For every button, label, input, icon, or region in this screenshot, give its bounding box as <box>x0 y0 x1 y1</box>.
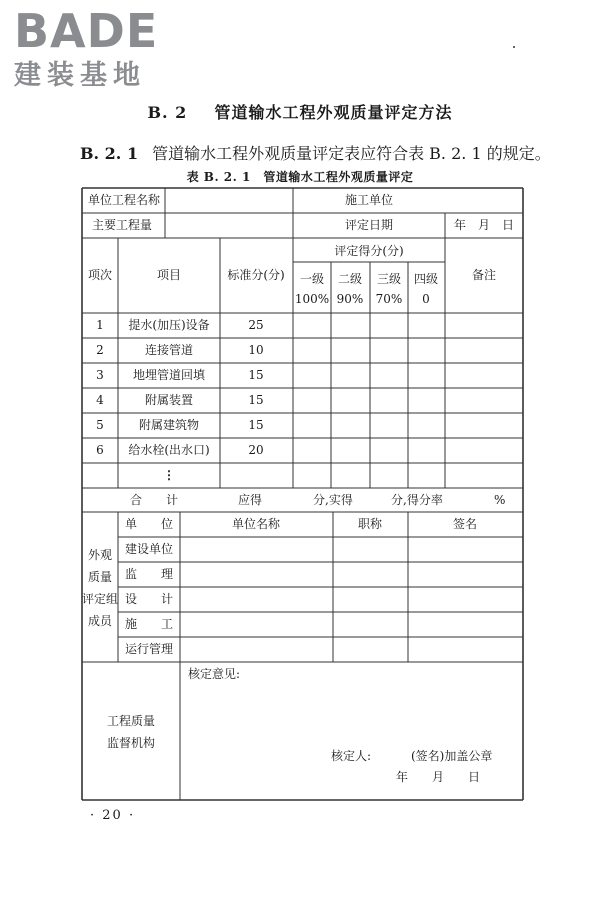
row-3-no: 3 <box>96 368 104 382</box>
approver-label: 核定人: <box>331 749 372 763</box>
grade-4-name: 四级 <box>413 272 439 286</box>
row-3-score: 15 <box>248 368 264 382</box>
grade-4-pct: 0 <box>422 292 430 306</box>
opinion-label: 核定意见: <box>188 667 241 681</box>
label-contractor: 施工单位 <box>344 193 394 207</box>
row-6-no: 6 <box>96 443 104 457</box>
row-ellipsis: ⋮ <box>163 468 175 482</box>
row-5-no: 5 <box>96 418 104 432</box>
grade-1-name: 一级 <box>299 272 325 286</box>
total-rate: 分,得分率 <box>391 493 443 507</box>
col-title: 职称 <box>357 517 383 531</box>
logo-subtitle: 建装基地 <box>14 60 146 91</box>
header-item-no: 项次 <box>87 268 113 282</box>
row-4-score: 15 <box>248 393 264 407</box>
supervision-label-1: 工程质量 <box>106 714 156 728</box>
unit-operation: 运行管理 <box>125 642 174 656</box>
committee-label-1: 外观 <box>87 548 113 562</box>
logo-word: BADE <box>14 4 159 58</box>
committee-label-3: 评定组 <box>81 592 119 606</box>
row-4-no: 4 <box>96 393 104 407</box>
table-caption: 表 B. 2. 1 管道输水工程外观质量评定 <box>186 170 414 184</box>
row-2-item: 连接管道 <box>144 343 194 357</box>
clause <box>80 141 551 164</box>
grade-2-name: 二级 <box>337 272 363 286</box>
col-signature: 签名 <box>452 517 478 531</box>
row-3-item: 地埋管道回填 <box>132 368 206 382</box>
approval-date: 年 月 日 <box>396 770 481 784</box>
total-label: 合 计 <box>130 493 179 507</box>
committee-label-4: 成员 <box>87 614 113 628</box>
eval-date-value: 年 月 日 <box>453 218 515 232</box>
row-6-item: 给水栓(出水口) <box>128 443 210 457</box>
row-2-no: 2 <box>96 343 104 357</box>
section-title <box>0 100 600 123</box>
row-6-score: 20 <box>248 443 264 457</box>
unit-construction-owner: 建设单位 <box>125 542 174 556</box>
col-unit-name: 单位名称 <box>231 517 281 531</box>
label-project-name: 单位工程名称 <box>88 193 161 207</box>
committee-label-2: 质量 <box>87 570 113 584</box>
header-eval-score: 评定得分(分) <box>334 244 404 258</box>
unit-supervision: 监 理 <box>125 567 174 581</box>
logo <box>14 6 174 92</box>
col-unit: 单 位 <box>125 517 174 531</box>
header-remarks: 备注 <box>471 268 497 282</box>
supervision-label-2: 监督机构 <box>106 736 156 750</box>
grade-3-pct: 70% <box>375 292 403 306</box>
row-2-score: 10 <box>248 343 264 357</box>
row-4-item: 附属装置 <box>144 393 194 407</box>
seal-note: (签名)加盖公章 <box>411 749 493 763</box>
row-1-no: 1 <box>96 318 104 332</box>
total-pct: % <box>494 493 506 507</box>
section-title-text: 管道输水工程外观质量评定方法 <box>214 103 453 122</box>
unit-design: 设 计 <box>125 592 174 606</box>
total-actual: 分,实得 <box>313 493 353 507</box>
total-due: 应得 <box>238 493 263 507</box>
clause-number: B. 2. 1 <box>80 144 139 163</box>
grade-1-pct: 100% <box>294 292 330 306</box>
row-1-item: 提水(加压)设备 <box>128 318 210 332</box>
section-number: B. 2 <box>147 103 188 122</box>
page-number: · 20 · <box>90 808 136 823</box>
unit-construction: 施 工 <box>125 617 174 631</box>
grade-3-name: 三级 <box>376 272 402 286</box>
clause-text: 管道输水工程外观质量评定表应符合表 B. 2. 1 的规定。 <box>152 144 551 163</box>
row-1-score: 25 <box>248 318 264 332</box>
scan-speck <box>513 46 515 48</box>
row-5-item: 附属建筑物 <box>138 418 200 432</box>
row-5-score: 15 <box>248 418 264 432</box>
label-eval-date: 评定日期 <box>344 218 394 232</box>
header-item: 项目 <box>156 268 182 282</box>
grade-2-pct: 90% <box>336 292 364 306</box>
header-standard-score: 标准分(分) <box>227 268 285 282</box>
label-main-quantity: 主要工程量 <box>92 218 153 232</box>
